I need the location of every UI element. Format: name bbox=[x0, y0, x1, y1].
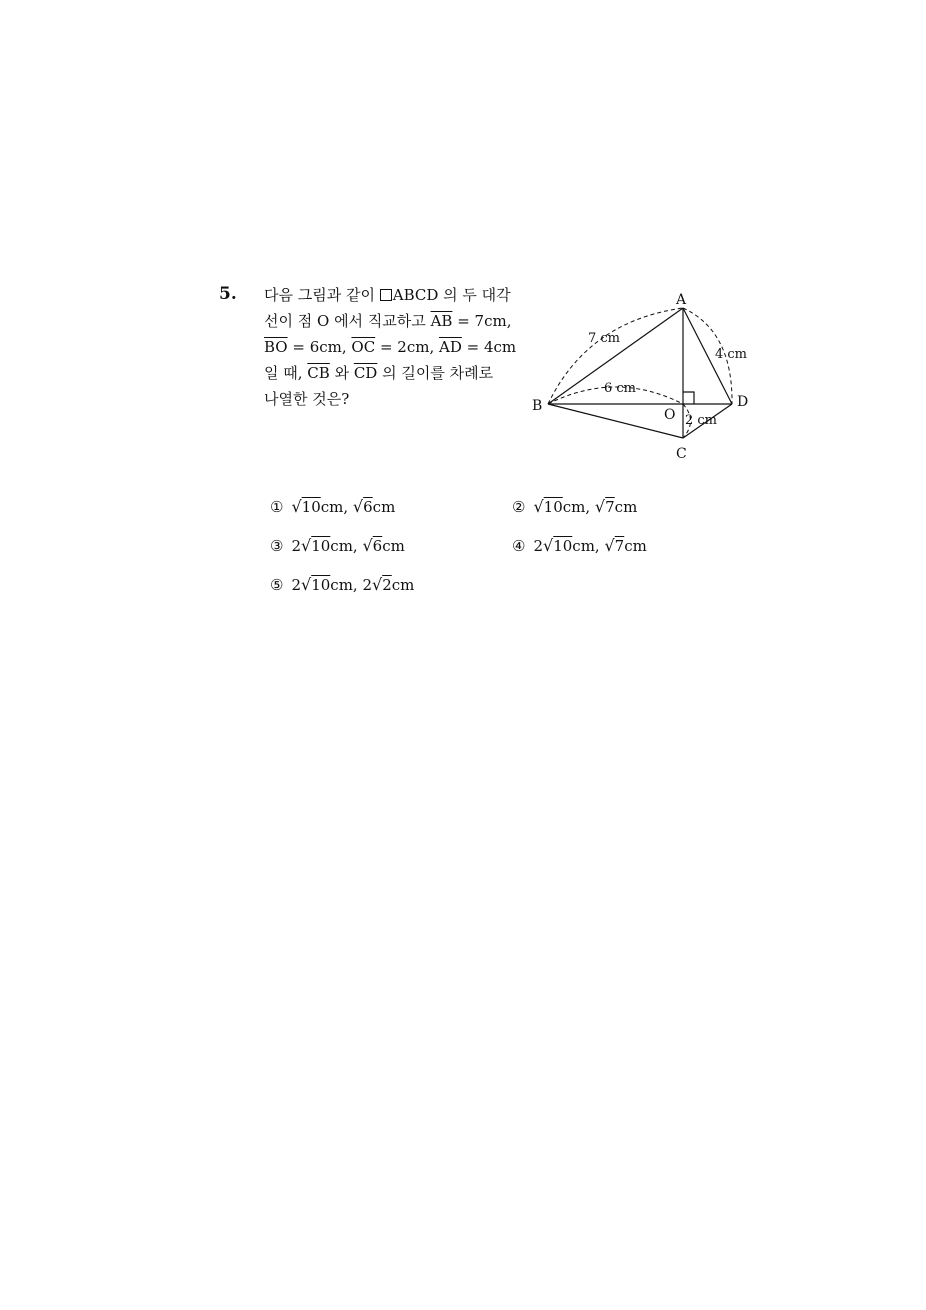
stem-text: = 4cm bbox=[461, 338, 517, 356]
segment-AB: $\overline{AB}$ bbox=[430, 312, 453, 330]
right-angle-marker bbox=[683, 392, 694, 404]
choice-4[interactable] bbox=[512, 536, 647, 555]
sqrt-icon: √ bbox=[372, 575, 383, 594]
sqrt-icon: √ bbox=[301, 575, 312, 594]
radicand: 10 bbox=[311, 537, 331, 555]
question-number: 5. bbox=[219, 284, 237, 304]
choice-mark: ④ bbox=[512, 537, 526, 555]
segment-AD: $\overline{AD}$ bbox=[439, 338, 462, 356]
side-BC bbox=[548, 404, 683, 438]
length-OC-label: 2 cm bbox=[685, 413, 718, 428]
unit-text: cm bbox=[372, 498, 396, 516]
square-symbol-icon bbox=[380, 289, 392, 301]
sqrt-icon: √ bbox=[604, 536, 615, 555]
radicand: 7 bbox=[614, 537, 625, 555]
choice-mark: ③ bbox=[270, 537, 284, 555]
stem-text: 일 때, bbox=[264, 364, 308, 382]
segment-BO: $\overline{BO}$ bbox=[264, 338, 288, 356]
length-BO-label: 6 cm bbox=[604, 381, 637, 396]
stem-line-4 bbox=[264, 360, 514, 386]
stem-text: 선이 점 O 에서 직교하고 bbox=[264, 312, 431, 330]
unit-text: cm, bbox=[320, 498, 353, 516]
unit-text: cm, bbox=[330, 576, 363, 594]
length-AD-label: 4 cm bbox=[715, 347, 748, 362]
radicand: 10 bbox=[543, 498, 563, 516]
radicand: 7 bbox=[605, 498, 615, 516]
radicand: 6 bbox=[363, 498, 373, 516]
unit-text: cm bbox=[614, 498, 638, 516]
unit-text: cm bbox=[382, 537, 405, 555]
sqrt-icon: √ bbox=[301, 536, 312, 555]
sqrt-icon: √ bbox=[362, 536, 373, 555]
sqrt-icon: √ bbox=[543, 536, 554, 555]
point-B-label: B bbox=[532, 398, 543, 414]
sqrt-icon: √ bbox=[291, 497, 302, 516]
radicand: 2 bbox=[382, 576, 392, 594]
sqrt-icon: √ bbox=[594, 497, 606, 516]
point-D-label: D bbox=[737, 394, 749, 410]
coefficient: 2 bbox=[291, 576, 301, 594]
stem-text: = 2cm, bbox=[375, 338, 440, 356]
stem-text: = 6cm, bbox=[287, 338, 352, 356]
radicand: 6 bbox=[372, 537, 383, 555]
radicand: 10 bbox=[301, 498, 321, 516]
stem-text: 와 bbox=[329, 364, 354, 382]
segment-CD: $\overline{CD}$ bbox=[353, 364, 378, 382]
length-AB-label: 7 cm bbox=[588, 331, 621, 346]
unit-text: cm bbox=[391, 576, 415, 594]
stem-text: 의 길이를 차례로 bbox=[377, 364, 494, 382]
stem-line-3 bbox=[264, 334, 517, 360]
choice-1[interactable] bbox=[270, 497, 395, 516]
stem-text: ABCD 의 두 대각 bbox=[392, 286, 511, 304]
coefficient: 2 bbox=[291, 537, 301, 555]
choice-2[interactable] bbox=[512, 497, 637, 516]
coefficient: 2 bbox=[362, 576, 373, 594]
segment-CB: $\overline{CB}$ bbox=[307, 364, 330, 382]
stem-text: = 7cm, bbox=[452, 312, 512, 330]
stem-text: 나열한 것은? bbox=[264, 390, 350, 408]
choice-mark: ① bbox=[270, 498, 284, 516]
quadrilateral-figure bbox=[528, 286, 758, 466]
sqrt-icon: √ bbox=[533, 497, 544, 516]
segment-OC: $\overline{OC}$ bbox=[351, 338, 376, 356]
unit-text: cm bbox=[624, 537, 647, 555]
point-C-label: C bbox=[676, 446, 687, 462]
choice-5[interactable] bbox=[270, 575, 414, 594]
unit-text: cm, bbox=[572, 537, 605, 555]
stem-line-5 bbox=[264, 386, 514, 412]
point-A-label: A bbox=[676, 292, 687, 308]
radicand: 10 bbox=[553, 537, 573, 555]
point-O-label: O bbox=[664, 407, 676, 423]
choice-mark: ② bbox=[512, 498, 526, 516]
stem-text: 다음 그림과 같이 bbox=[264, 286, 380, 304]
question-stem bbox=[264, 282, 517, 412]
unit-text: cm, bbox=[562, 498, 595, 516]
choice-3[interactable] bbox=[270, 536, 405, 555]
stem-line-1 bbox=[264, 282, 514, 308]
radicand: 10 bbox=[311, 576, 331, 594]
choice-mark: ⑤ bbox=[270, 576, 284, 594]
coefficient: 2 bbox=[533, 537, 543, 555]
stem-line-2 bbox=[264, 308, 514, 334]
sqrt-icon: √ bbox=[352, 497, 364, 516]
unit-text: cm, bbox=[330, 537, 363, 555]
